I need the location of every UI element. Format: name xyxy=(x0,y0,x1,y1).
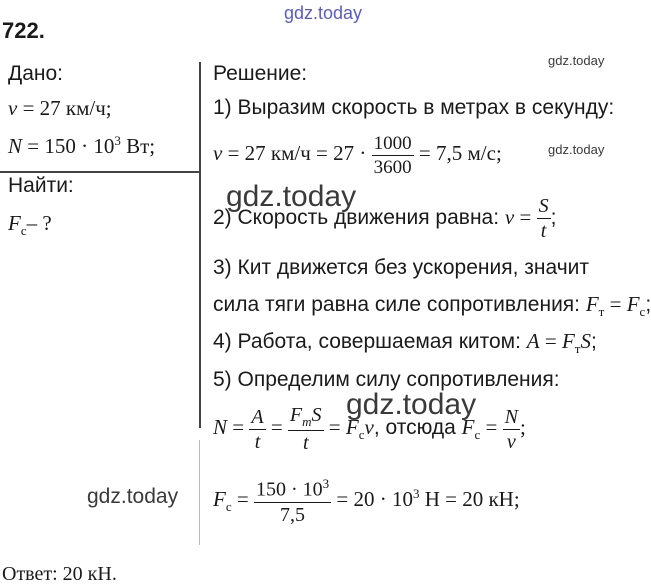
fraction-numerator: 1000 xyxy=(373,132,412,154)
fraction-1000-3600 xyxy=(372,134,414,177)
step3-ft-sub: т xyxy=(598,304,605,320)
step3-var-fc: F xyxy=(626,292,640,316)
eq5-eq3: = xyxy=(323,415,346,439)
fraction-numerator: A xyxy=(251,405,264,428)
given-speed-value: = 27 км/ч; xyxy=(17,96,112,120)
step-4 xyxy=(213,329,597,357)
step3-end: ; xyxy=(645,293,651,316)
eq5-f2-s: S xyxy=(311,404,322,427)
step-1: 1) Выразим скорость в метрах в секунду: xyxy=(213,96,615,119)
find-question: – ? xyxy=(26,211,52,235)
step3-fc-sub: с xyxy=(639,304,646,320)
fraction-s-t xyxy=(537,196,551,241)
fraction-numerator: N xyxy=(504,405,518,428)
var-f-sub: с xyxy=(20,223,27,239)
eq6-rest: = 20 · 10 xyxy=(331,487,413,511)
step4-var-a: A xyxy=(526,329,540,353)
var-n: N xyxy=(8,134,23,158)
eq5-eq4: = xyxy=(480,415,503,439)
step-3a: 3) Кит движется без ускорения, значит xyxy=(213,256,589,279)
eq5-f2-f: F xyxy=(289,404,303,427)
fraction-150e3-7-5 xyxy=(254,477,331,525)
given-solution-divider xyxy=(199,62,201,428)
answer: Ответ: 20 кН. xyxy=(2,563,117,585)
eq6-end: Н = 20 кН; xyxy=(419,487,520,511)
given-find-divider xyxy=(0,171,199,173)
step-5: 5) Определим силу сопротивления: xyxy=(213,368,560,391)
step2-eq: = xyxy=(514,205,537,229)
step-2-text: 2) Скорость движения равна: xyxy=(213,206,505,229)
eq1-part-b: = 7,5 м/с; xyxy=(413,141,502,165)
fraction-denominator: 3600 xyxy=(373,156,412,178)
given-power-unit: Вт; xyxy=(120,134,156,158)
step4-var-f: F xyxy=(561,329,575,353)
eq1-var-v: v xyxy=(213,141,223,165)
watermark-mid-2: gdz.today xyxy=(346,388,477,421)
watermark-top: gdz.today xyxy=(284,3,363,23)
eq5-f2-sub: т xyxy=(302,414,312,430)
step4-f-sub: т xyxy=(574,341,581,357)
step4-var-s: S xyxy=(580,329,591,353)
fraction-numerator: S xyxy=(538,194,549,217)
watermark-right-2: gdz.today xyxy=(548,142,605,157)
step2-end: ; xyxy=(550,206,557,229)
step4-end: ; xyxy=(590,330,597,353)
eq6-rest-exp: 3 xyxy=(412,486,420,501)
equation-power xyxy=(213,400,526,454)
step2-var-v: v xyxy=(504,205,515,229)
given-power xyxy=(8,133,155,159)
fraction-fts-t xyxy=(288,405,324,453)
fraction-denominator: t xyxy=(254,430,261,453)
eq5-var-n: N xyxy=(213,415,228,439)
find-title: Найти: xyxy=(8,174,74,197)
fraction-denominator: v xyxy=(506,430,516,453)
eq6-num: 150 · 10 xyxy=(255,479,323,502)
given-title: Дано: xyxy=(8,62,64,85)
fraction-numerator xyxy=(254,477,331,503)
eq6-var-f: F xyxy=(213,487,226,511)
eq5-fc-sub: с xyxy=(358,427,365,443)
eq5-text: , отсюда xyxy=(373,416,462,439)
var-v: v xyxy=(8,96,18,120)
step4-eq: = xyxy=(539,329,562,353)
step-3b-text: сила тяги равна силе сопротивления: xyxy=(213,293,586,316)
fraction-numerator xyxy=(288,405,324,431)
find-force xyxy=(8,211,52,239)
fraction-denominator: t xyxy=(302,432,309,455)
step3-var-ft: F xyxy=(585,292,599,316)
equation-speed-conversion xyxy=(213,128,502,178)
eq5-var-v: v xyxy=(364,415,374,439)
watermark-bottom-left: gdz.today xyxy=(87,485,179,508)
eq5-end: ; xyxy=(519,415,526,439)
eq5-fc2-sub: с xyxy=(474,427,481,443)
given-power-exp: 3 xyxy=(114,133,121,148)
step-3b xyxy=(213,292,651,320)
step-4-text: 4) Работа, совершаемая китом: xyxy=(213,330,527,353)
fraction-denominator: 7,5 xyxy=(280,504,306,527)
step3-eq: = xyxy=(604,292,627,316)
given-power-value: = 150 · 10 xyxy=(22,134,115,158)
fraction-denominator: t xyxy=(540,219,547,242)
watermark-right-1: gdz.today xyxy=(548,53,605,68)
eq5-eq1: = xyxy=(227,415,250,439)
given-solution-divider-faint xyxy=(199,440,200,545)
fraction-a-t xyxy=(249,407,265,452)
eq5-var-fc: F xyxy=(345,415,359,439)
fraction-n-v xyxy=(503,407,520,452)
var-f: F xyxy=(8,211,21,235)
eq6-num-exp: 3 xyxy=(322,476,330,492)
watermark-mid-1: gdz.today xyxy=(226,180,357,213)
equation-result xyxy=(213,466,520,527)
solution-title: Решение: xyxy=(213,62,308,85)
eq5-var-fc2: F xyxy=(461,415,475,439)
eq6-eq: = xyxy=(231,487,254,511)
step-2 xyxy=(213,190,556,244)
given-speed xyxy=(8,96,112,121)
eq6-f-sub: с xyxy=(225,499,232,515)
eq1-part-a: = 27 км/ч = 27 · xyxy=(222,141,372,165)
problem-number: 722. xyxy=(2,18,45,43)
eq5-eq2: = xyxy=(265,415,288,439)
